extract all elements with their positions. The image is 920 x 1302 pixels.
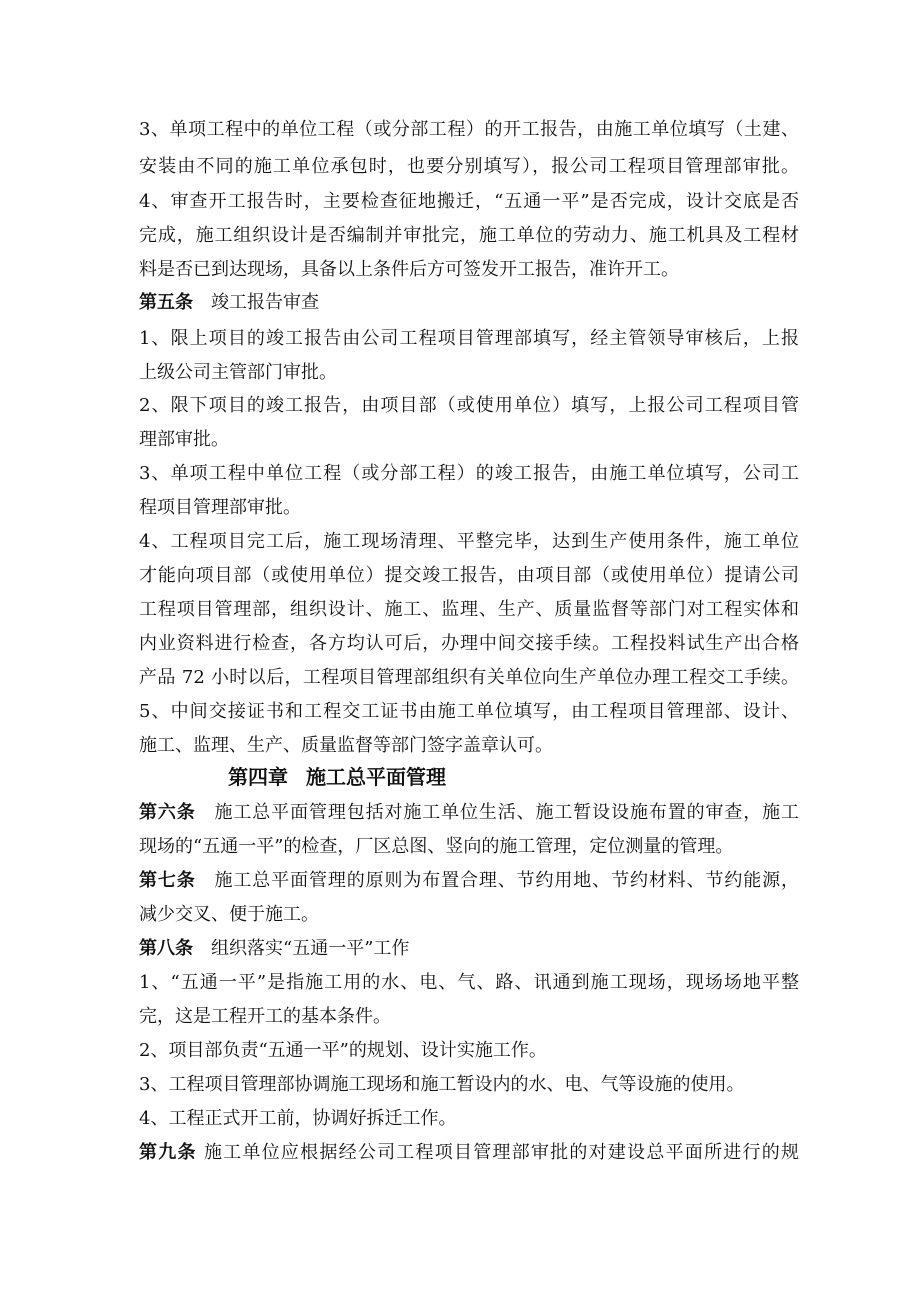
paragraph-line: 工程项目管理部，组织设计、施工、监理、生产、质量监督等部门对工程实体和 (139, 599, 799, 620)
paragraph-line: 理部审批。 (139, 429, 229, 450)
article-number: 第九条 (139, 1142, 197, 1163)
paragraph-line: 3、工程项目管理部协调施工现场和施工暂设内的水、电、气等设施的使用。 (139, 1074, 745, 1095)
paragraph-line: 现场的“五通一平”的检查，厂区总图、竖向的施工管理，定位测量的管理。 (139, 836, 734, 857)
paragraph-line: 1、“五通一平”是指施工用的水、电、气、路、讯通到施工现场，现场场地平整 (139, 972, 799, 993)
paragraph-line: 3、单项工程中的单位工程（或分部工程）的开工报告，由施工单位填写（土建、 (139, 119, 799, 140)
paragraph-line: 施工、监理、生产、质量监督等部门签字盖章认可。 (139, 735, 553, 756)
chapter-number: 第四章 (228, 765, 288, 789)
article-title: 竣工报告审查 (211, 292, 319, 313)
article-line (139, 801, 799, 825)
paragraph-line: 料是否已到达现场，具备以上条件后方可签发开工报告，准许开工。 (139, 259, 679, 280)
paragraph-line: 2、项目部负责“五通一平”的规划、设计实施工作。 (139, 1040, 547, 1061)
article-number: 第五条 (139, 292, 193, 313)
paragraph-line: 4、工程项目完工后，施工现场清理、平整完毕，达到生产使用条件，施工单位 (139, 531, 799, 552)
paragraph-line: 2、限下项目的竣工报告，由项目部（或使用单位）填写，上报公司工程项目管 (139, 395, 799, 416)
paragraph-line: 4、审查开工报告时，主要检查征地搬迁，“五通一平”是否完成，设计交底是否 (139, 191, 799, 212)
paragraph-line: 产品 72 小时以后，工程项目管理部组织有关单位向生产单位办理工程交工手续。 (139, 667, 799, 688)
paragraph-line: 完，这是工程开工的基本条件。 (139, 1006, 391, 1027)
paragraph-line: 上级公司主管部门审批。 (139, 362, 337, 383)
article-heading (139, 291, 799, 315)
chapter-heading (228, 764, 446, 790)
article-text: 施工总平面管理的原则为布置合理、节约用地、节约材料、节约能源， (213, 870, 800, 891)
article-heading (139, 937, 799, 961)
paragraph-line: 安装由不同的施工单位承包时，也要分别填写），报公司工程项目管理部审批。 (139, 156, 799, 177)
article-line (139, 869, 799, 893)
paragraph-line: 减少交叉、便于施工。 (139, 904, 319, 925)
article-number: 第八条 (139, 938, 193, 959)
article-text: 施工总平面管理包括对施工单位生活、施工暂设设施布置的审查，施工 (213, 802, 800, 823)
paragraph-line: 5、中间交接证书和工程交工证书由施工单位填写，由工程项目管理部、设计、 (139, 701, 799, 722)
chapter-title: 施工总平面管理 (306, 765, 446, 789)
article-text: 施工单位应根据经公司工程项目管理部审批的对建设总平面所进行的规 (202, 1142, 800, 1163)
paragraph-line: 完成，施工组织设计是否编制并审批完，施工单位的劳动力、施工机具及工程材 (139, 225, 799, 246)
article-line (139, 1141, 799, 1165)
paragraph-line: 程项目管理部审批。 (139, 497, 301, 518)
paragraph-line: 4、工程正式开工前，协调好拆迁工作。 (139, 1108, 457, 1129)
article-title: 组织落实“五通一平”工作 (211, 938, 410, 959)
paragraph-line: 内业资料进行检查，各方均认可后，办理中间交接手续。工程投料试生产出合格 (139, 633, 799, 654)
article-number: 第七条 (139, 870, 196, 891)
article-number: 第六条 (139, 802, 196, 823)
paragraph-line: 3、单项工程中单位工程（或分部工程）的竣工报告，由施工单位填写，公司工 (139, 463, 799, 484)
paragraph-line: 1、限上项目的竣工报告由公司工程项目管理部填写，经主管领导审核后，上报 (139, 328, 799, 349)
paragraph-line: 才能向项目部（或使用单位）提交竣工报告，由项目部（或使用单位）提请公司 (139, 565, 799, 586)
